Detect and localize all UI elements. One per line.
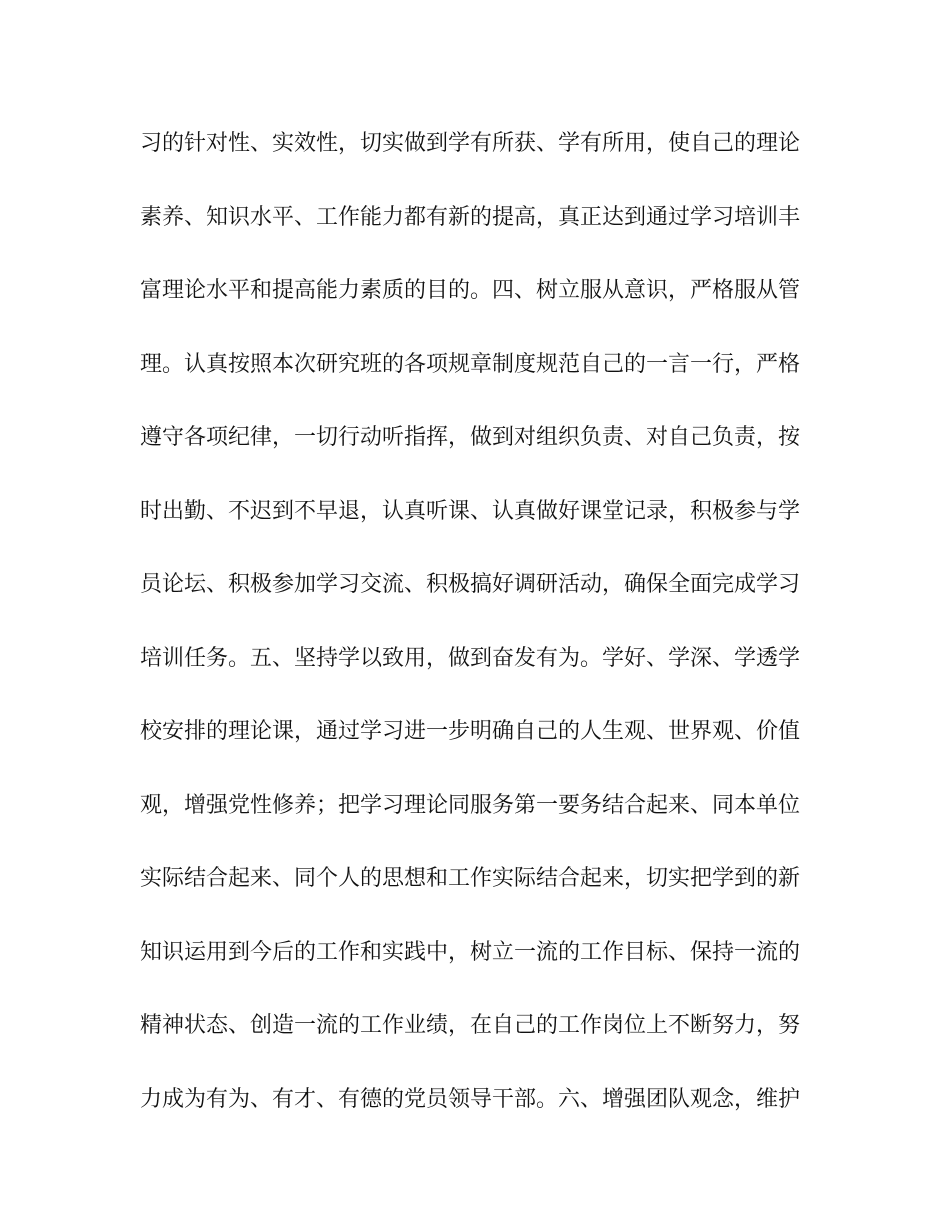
text-line: 时出勤、不迟到不早退，认真听课、认真做好课堂记录，积极参与学: [140, 498, 801, 524]
text-line: 力成为有为、有才、有德的党员领导干部。六、增强团队观念，维护: [140, 1086, 801, 1112]
text-line: 实际结合起来、同个人的思想和工作实际结合起来，切实把学到的新: [140, 866, 801, 891]
text-line: 观，增强党性修养；把学习理论同服务第一要务结合起来、同本单位: [140, 792, 801, 818]
text-line: 精神状态、创造一流的工作业绩，在自己的工作岗位上不断努力，努: [140, 1013, 801, 1038]
text-line: 培训任务。五、坚持学以致用，做到奋发有为。学好、学深、学透学: [140, 645, 801, 671]
text-line: 素养、知识水平、工作能力都有新的提高，真正达到通过学习培训丰: [140, 204, 801, 230]
text-line: 知识运用到今后的工作和实践中，树立一流的工作目标、保持一流的: [140, 939, 801, 965]
text-line: 校安排的理论课，通过学习进一步明确自己的人生观、世界观、价值: [140, 719, 801, 744]
text-line: 遵守各项纪律，一切行动听指挥，做到对组织负责、对自己负责，按: [140, 425, 801, 450]
text-line: 富理论水平和提高能力素质的目的。四、树立服从意识，严格服从管: [140, 278, 801, 303]
text-line: 理。认真按照本次研究班的各项规章制度规范自己的一言一行，严格: [140, 351, 801, 377]
body-text: [140, 123, 800, 1152]
text-line: 员论坛、积极参加学习交流、积极搞好调研活动，确保全面完成学习: [140, 572, 801, 597]
text-line: 习的针对性、实效性，切实做到学有所获、学有所用，使自己的理论: [140, 131, 801, 156]
